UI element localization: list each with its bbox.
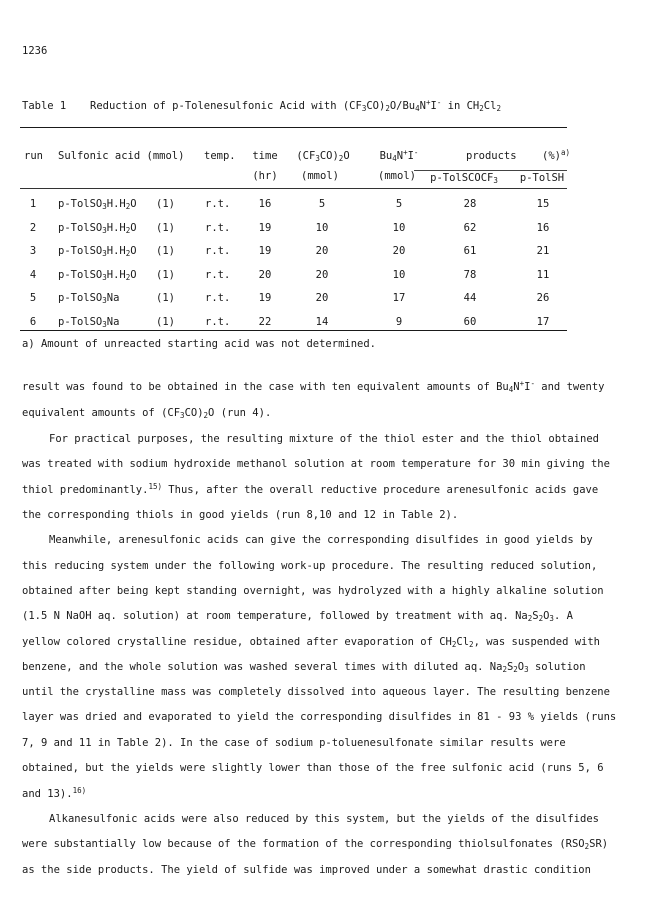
header-product-thiol: p-TolSH: [519, 172, 565, 184]
table-caption: [22, 100, 501, 113]
page-number: 1236: [22, 45, 48, 57]
cell-yield-thioester: 62: [463, 222, 477, 234]
caption-text: Reduction of p-Tolenesulfonic Acid with $(CF_3CO)_2O/Bu_4N^+I^-$ in $CH_2Cl_2$: [90, 98, 501, 113]
cell-anhydride: 14: [315, 316, 329, 328]
body-line: result was found to be obtained in the case with ten equivalent amounts of $Bu_4N^+I^-$ and twenty: [22, 379, 605, 394]
header-iodide: $Bu_4N^+I^-$: [379, 148, 419, 163]
header-yield: (%)$^{a)}$: [542, 148, 570, 162]
header-iodide-unit: (mmol): [378, 170, 416, 182]
cell-run: 5: [29, 292, 37, 304]
cell-mmol: (1): [156, 198, 175, 210]
body-line: Alkanesulfonic acids were also reduced by this system, but the yields of the disulfides: [49, 813, 599, 825]
body-line: was treated with sodium hydroxide methanol solution at room temperature for 30 min giving the: [22, 458, 610, 470]
header-temp: temp.: [204, 150, 236, 162]
cell-temp: r.t.: [205, 198, 231, 210]
cell-sulfonic-acid: $p-TolSO_3H.H_2O$: [58, 222, 137, 235]
cell-temp: r.t.: [205, 316, 231, 328]
body-line: until the crystalline mass was completely dissolved into aqueous layer. The resulting benzene: [22, 686, 610, 698]
body-line: were substantially low because of the formation of the corresponding thiolsulfonates $(RSO_2SR)$: [22, 838, 609, 851]
cell-yield-thioester: 78: [463, 269, 477, 281]
cell-mmol: (1): [156, 245, 175, 257]
cell-sulfonic-acid: $p-TolSO_3H.H_2O$: [58, 245, 137, 258]
header-product-thioester: p-TolSCOCF$_3$: [430, 172, 498, 185]
body-line: 7, 9 and 11 in Table 2). In the case of sodium p-toluenesulfonate similar results were: [22, 737, 566, 749]
header-time-unit: (hr): [252, 170, 278, 182]
cell-iodide: 9: [395, 316, 403, 328]
cell-anhydride: 20: [315, 245, 329, 257]
cell-run: 1: [29, 198, 37, 210]
cell-sulfonic-acid: $p-TolSO_3H.H_2O$: [58, 269, 137, 282]
products-rule: [414, 170, 567, 171]
cell-iodide: 10: [392, 269, 406, 281]
cell-yield-thioester: 28: [463, 198, 477, 210]
cell-yield-thiol: 17: [536, 316, 550, 328]
cell-yield-thiol: 21: [536, 245, 550, 257]
cell-yield-thiol: 16: [536, 222, 550, 234]
cell-temp: r.t.: [205, 269, 231, 281]
cell-anhydride: 20: [315, 292, 329, 304]
cell-time: 19: [258, 222, 272, 234]
body-line: (1.5 N NaOH aq. solution) at room temperature, followed by treatment with aq. $Na_2S_2O_3$. A: [22, 610, 573, 623]
cell-temp: r.t.: [205, 292, 231, 304]
cell-time: 19: [258, 292, 272, 304]
body-line: this reducing system under the following work-up procedure. The resulting reduced solution,: [22, 560, 598, 572]
cell-sulfonic-acid: $p-TolSO_3H.H_2O$: [58, 198, 137, 211]
cell-yield-thiol: 26: [536, 292, 550, 304]
cell-anhydride: 5: [318, 198, 326, 210]
body-line: benzene, and the whole solution was washed several times with diluted aq. $Na_2S_2O_3$ solution: [22, 661, 586, 674]
cell-iodide: 10: [392, 222, 406, 234]
cell-anhydride: 20: [315, 269, 329, 281]
body-line: the corresponding thiols in good yields (run 8,10 and 12 in Table 2).: [22, 509, 459, 521]
header-run: run: [24, 150, 43, 162]
cell-run: 6: [29, 316, 37, 328]
table-label: Table 1: [22, 100, 67, 112]
body-line: and 13).$^{16)}$: [22, 786, 87, 800]
header-time: time: [252, 150, 278, 162]
body-line: For practical purposes, the resulting mixture of the thiol ester and the thiol obtained: [49, 433, 599, 445]
table-bottom-rule: [20, 330, 567, 331]
cell-temp: r.t.: [205, 222, 231, 234]
body-line: yellow colored crystalline residue, obtained after evaporation of $CH_2Cl_2$, was suspended with: [22, 636, 600, 649]
cell-yield-thioester: 44: [463, 292, 477, 304]
cell-iodide: 20: [392, 245, 406, 257]
cell-temp: r.t.: [205, 245, 231, 257]
cell-time: 19: [258, 245, 272, 257]
table-footnote: a) Amount of unreacted starting acid was not determined.: [22, 338, 377, 350]
cell-mmol: (1): [156, 316, 175, 328]
cell-run: 2: [29, 222, 37, 234]
cell-time: 22: [258, 316, 272, 328]
cell-sulfonic-acid: p-TolSO$_3$Na: [58, 316, 120, 329]
cell-iodide: 5: [395, 198, 403, 210]
cell-yield-thioester: 61: [463, 245, 477, 257]
cell-mmol: (1): [156, 292, 175, 304]
cell-yield-thioester: 60: [463, 316, 477, 328]
cell-iodide: 17: [392, 292, 406, 304]
body-line: obtained, but the yields were slightly lower than those of the free sulfonic acid (runs 5, 6: [22, 762, 604, 774]
body-line: as the side products. The yield of sulfide was improved under a somewhat drastic condition: [22, 864, 591, 876]
cell-mmol: (1): [156, 222, 175, 234]
cell-yield-thiol: 11: [536, 269, 550, 281]
table-header-rule: [20, 188, 567, 189]
body-line: Meanwhile, arenesulfonic acids can give the corresponding disulfides in good yields by: [49, 534, 593, 546]
body-line: thiol predominantly.$^{15)}$ Thus, after the overall reductive procedure arenesulfonic acids gave: [22, 482, 599, 496]
cell-time: 20: [258, 269, 272, 281]
body-line: obtained after being kept standing overnight, was hydrolyzed with a highly alkaline solution: [22, 585, 604, 597]
table-top-rule: [20, 127, 567, 128]
header-anhydride: $(CF_3CO)_2O$: [296, 150, 350, 163]
header-sulfonic-acid: Sulfonic acid (mmol): [58, 150, 185, 162]
cell-run: 4: [29, 269, 37, 281]
cell-mmol: (1): [156, 269, 175, 281]
body-line: equivalent amounts of $(CF_3CO)_2O$ (run 4).: [22, 407, 272, 420]
header-anhydride-unit: (mmol): [301, 170, 339, 182]
cell-anhydride: 10: [315, 222, 329, 234]
cell-run: 3: [29, 245, 37, 257]
cell-time: 16: [258, 198, 272, 210]
body-line: layer was dried and evaporated to yield the corresponding disulfides in 81 - 93 % yields (runs: [22, 711, 617, 723]
cell-sulfonic-acid: p-TolSO$_3$Na: [58, 292, 120, 305]
header-products: products: [466, 150, 517, 162]
cell-yield-thiol: 15: [536, 198, 550, 210]
